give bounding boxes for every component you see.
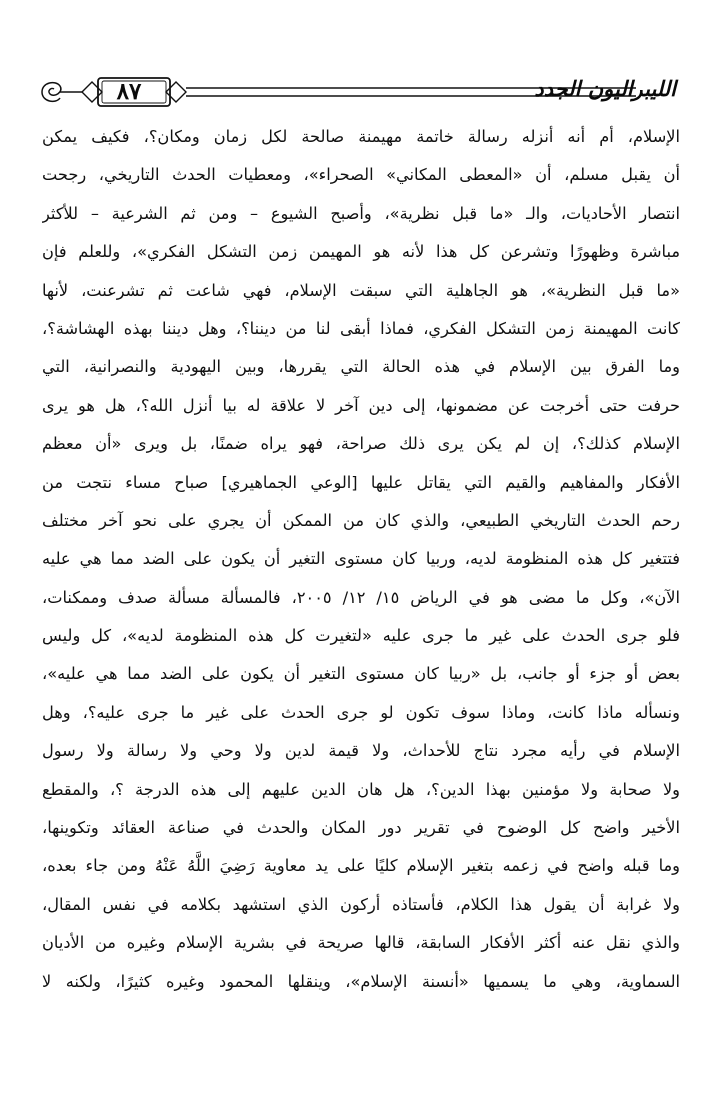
text-line: الإسلام، أم أنه أنزله رسالة خاتمة مهيمنة صالحة لكل زمان ومكان؟، فكيف يمكن (42, 127, 680, 146)
text-line: ونسأله ماذا كانت، وماذا سوف تكون لو جرى الحدث على غير ما جرى عليه؟، وهل (42, 702, 680, 722)
text-line: الأفكار والمفاهيم والقيم التي يقاتل عليها [الوعي الجماهيري] صباح مساء نتجت من (42, 472, 680, 492)
text-line: والذي نقل عنه أكثر الأفكار السابقة، قالها صريحة في بشرية الإسلام وغيره من الأديان (42, 933, 680, 953)
text-line: السماوية، وهي ما يسميها «أنسنة الإسلام»، وينقلها المحمود وغيره كثيرًا، ولكنه لا (42, 971, 680, 991)
text-line: الإسلام في رأيه مجرد نتاج للأحداث، ولا قيمة لدين ولا وحي ولا رسالة ولا رسول (42, 741, 680, 761)
running-header-title: الليبراليون الجدد (534, 76, 676, 101)
page-number: ٨٧ (116, 78, 142, 105)
text-line: حرفت حتى أخرجت عن مضمونها، إلى دين آخر لا علاقة له بيا أنزل الله؟، هل هو يرى (42, 395, 680, 415)
text-line: ولا صحابة ولا مؤمنين بهذا الدين؟، هل هان الدين عليهم إلى هذه الدرجة ؟، والمقطع (42, 779, 680, 799)
text-line: الإسلام كذلك؟، إن لم يكن يرى ذلك صراحة، فهو يراه ضمنًا، بل ويرى «أن معظم (42, 434, 680, 454)
text-line: وما قبله واضح في زعمه بتغير الإسلام كليًا على يد معاوية رَضِيَ اللَّهُ عَنْهُ ومن جاء بعده، (42, 856, 680, 876)
text-line: «ما قبل النظرية»، هو الجاهلية التي سبقت الإسلام، فهي شاعت ثم تشرعنت، لأنها (42, 280, 680, 300)
text-line: الآن»، وكل ما مضى هو في الرياض ١٥/ ١٢/ ٢٠٠٥، فالمسألة مسألة صدف وممكنات، (42, 587, 680, 607)
text-line: انتصار الأحاديات، والـ «ما قبل نظرية»، وأصبح الشيوع – ومن ثم الشرعية – للأكثر (42, 203, 680, 223)
text-line: مباشرة وظهورًا وتشرعن كل هذا لأنه هو المهيمن زمن التشكل الفكري»، وللعلم فإن (42, 242, 680, 262)
text-line: بعض أو جزء أو جانب، بل «ربيا كان مستوى التغير أن يكون على الضد مما هي عليه»، (42, 664, 680, 684)
text-line: فلو جرى الحدث على غير ما جرى عليه «لتغيرت كل هذه المنظومة لديه»، كل وليس (42, 626, 680, 646)
text-line: أن يقبل مسلم، أن «المعطى المكاني» الصحراء»، ومعطيات الحدث التاريخي، رجحت (42, 165, 680, 185)
text-line: وما الفرق بين الإسلام في هذه الحالة التي يقررها، وبين اليهودية والنصرانية، التي (42, 357, 680, 377)
text-line: كانت المهيمنة زمن التشكل الفكري، فماذا أبقى لنا من ديننا؟، وهل ديننا بهذه الهشاشة؟، (42, 318, 680, 338)
text-line: رحم الحدث التاريخي الطبيعي، والذي كان من الممكن أن يجري على نحو آخر مختلف (42, 510, 680, 530)
text-line: ولا غرابة أن يقول هذا الكلام، فأستاذه أركون الذي استشهد بكلامه في نفس المقال، (42, 894, 680, 914)
body-text (42, 118, 680, 1001)
page-header (36, 74, 676, 110)
text-line: الأخير واضح كل الوضوح في تقرير دور المكان والحدث في صناعة العقائد وتكوينها، (42, 818, 680, 838)
text-line: فتتغير كل هذه المنظومة لديه، وربيا كان مستوى التغير أن يكون على الضد مما هي عليه (42, 549, 680, 569)
